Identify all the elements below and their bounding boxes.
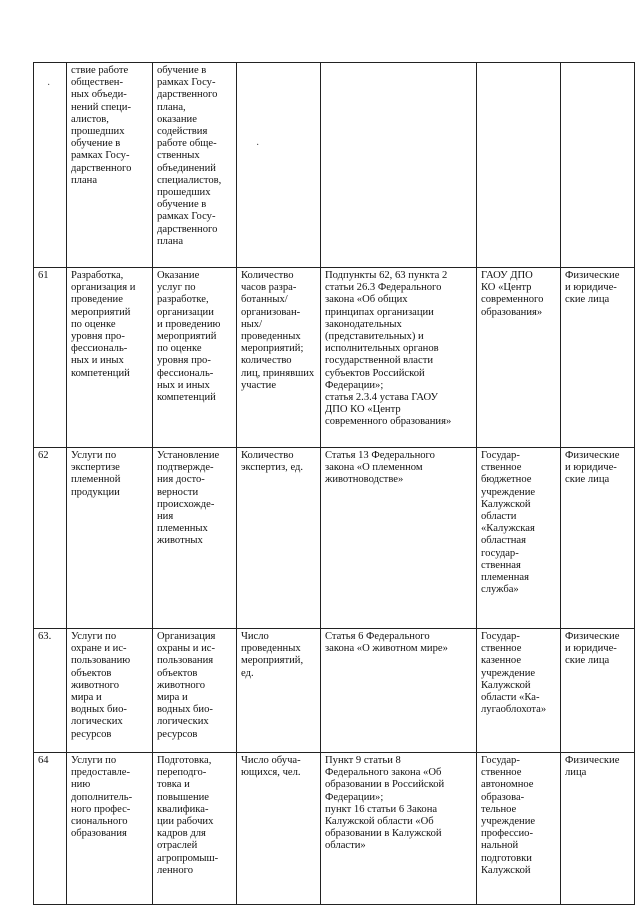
legal-basis: Статья 13 Федерального закона «О племенном животноводстве» <box>321 448 477 629</box>
service-recipients: Физические и юридиче- ские лица <box>561 448 635 629</box>
legal-basis: Пункт 9 статьи 8 Федерального закона «Об образовании в Российской Федерации»; пункт 16 статьи 6 Закона Калужской области «Об образовании в Калужской области» <box>321 753 477 905</box>
table-row <box>34 448 635 629</box>
service-content: Подготовка, переподго- товка и повышение квалифика- ции рабочих кадров для отраслей агропромыш- ленного <box>153 753 237 905</box>
table-row <box>34 753 635 905</box>
service-recipients <box>561 63 635 268</box>
service-indicator: Количество часов разра- ботанных/ организован- ных/ проведенных мероприятий; количество лиц, принявших участие <box>237 268 321 448</box>
legal-basis: Подпункты 62, 63 пункта 2 статьи 26.3 Федерального закона «Об общих принципах организации законодательных (представительных) и исполнительных органов государственной власти субъектов Российской Федерации»; статья 2.3.4 устава ГАОУ ДПО КО «Центр современного образования» <box>321 268 477 448</box>
service-name: Услуги по охране и ис- пользованию объектов животного мира и водных био- логических ресурсов <box>67 629 153 753</box>
service-content: обучение в рамках Госу- дарственного плана, оказание содействия работе обще- ственных объединений специалистов, прошедших обучение в рамках Госу- дарственного плана <box>153 63 237 268</box>
legal-basis <box>321 63 477 268</box>
service-provider: ГАОУ ДПО КО «Центр современного образования» <box>477 268 561 448</box>
service-name: ствие работе обществен- ных объеди- нений специ- алистов, прошедших обучение в рамках Госу- дарственного плана <box>67 63 153 268</box>
scan-speck: · <box>47 80 51 91</box>
service-recipients: Физические и юридиче- ские лица <box>561 268 635 448</box>
service-indicator: Число проведенных мероприятий, ед. <box>237 629 321 753</box>
service-provider <box>477 63 561 268</box>
legal-basis: Статья 6 Федерального закона «О животном мире» <box>321 629 477 753</box>
table-row <box>34 268 635 448</box>
row-number: 61 <box>34 268 67 448</box>
table-row <box>34 63 635 268</box>
service-name: Услуги по предоставле- нию дополнитель- ного профес- сионального образования <box>67 753 153 905</box>
service-name: Услуги по экспертизе племенной продукции <box>67 448 153 629</box>
service-provider: Государ- ственное казенное учреждение Калужской области «Ка- лугаоблохота» <box>477 629 561 753</box>
service-recipients: Физические и юридиче- ские лица <box>561 629 635 753</box>
service-content: Организация охраны и ис- пользования объектов животного мира и водных био- логических ресурсов <box>153 629 237 753</box>
service-indicator: Количество экспертиз, ед. <box>237 448 321 629</box>
service-indicator: Число обуча- ющихся, чел. <box>237 753 321 905</box>
row-number: 63. <box>34 629 67 753</box>
table-row <box>34 629 635 753</box>
row-number <box>34 63 67 268</box>
service-content: Установление подтвержде- ния досто- верности происхожде- ния племенных животных <box>153 448 237 629</box>
row-number: 64 <box>34 753 67 905</box>
service-name: Разработка, организация и проведение мероприятий по оценке уровня про- фессиональ- ных и иных компетенций <box>67 268 153 448</box>
service-provider: Государ- ственное автономное образова- тельное учреждение профессио- нальной подготовки Калужской <box>477 753 561 905</box>
scan-speck: · <box>256 140 260 151</box>
service-provider: Государ- ственное бюджетное учреждение Калужской области «Калужская областная государ- ственная племенная служба» <box>477 448 561 629</box>
row-number: 62 <box>34 448 67 629</box>
service-content: Оказание услуг по разработке, организации и проведению мероприятий по оценке уровня про- фессиональ- ных и иных компетенций <box>153 268 237 448</box>
service-indicator <box>237 63 321 268</box>
services-table <box>33 62 635 905</box>
service-recipients: Физические лица <box>561 753 635 905</box>
